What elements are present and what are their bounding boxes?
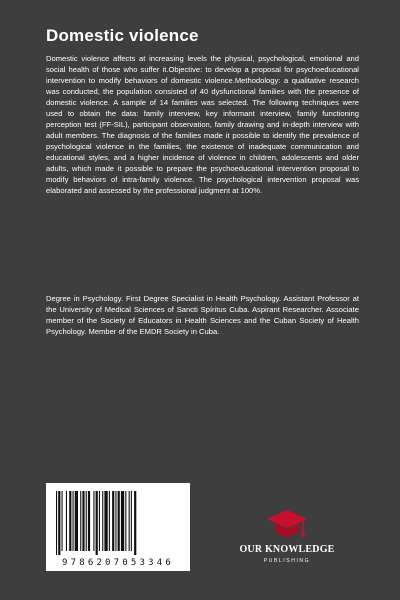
graduation-cap-icon <box>266 508 308 542</box>
publisher-logo <box>232 508 342 568</box>
author-bio: Degree in Psychology. First Degree Specialist in Health Psychology. Assistant Professor at the University of Medical Sciences of Sancti Spíritus Cuba. Aspirant Researcher. Associate member of the Society of Educators in Health Sciences and the Cuban Society of Health Psychology. Member of the EMDR Society in Cuba. <box>46 294 359 336</box>
barcode-bars <box>54 491 182 555</box>
isbn-barcode <box>46 483 190 571</box>
isbn-number: 9786207053346 <box>61 558 175 568</box>
book-title: Domestic violence <box>46 26 199 45</box>
abstract-text: Domestic violence affects at increasing levels the physical, psychological, emotional and social health of those who suffer it.Objective: to develop a proposal for psychoeducational intervention to modify behaviors of domestic violence.Methodology: a qualitative research was conducted, the population consisted of 40 dysfunctional families with the presence of domestic violence. A sample of 14 families was selected. The following techniques were used to obtain the data: family interview, key informant interview, family functioning perception test (FF-SIL), participant observation, family drawing and in-depth interview with adult members. The diagnosis of the families made it possible to identify the prevalence of psychological violence in the families, the existence of inadequate communication and educational styles, and a higher incidence of violence in children, adolescents and older adults, which made it possible to prepare the psychoeducational intervention proposal to modify behaviors of intra-family violence. The psychological intervention proposal was elaborated and assessed by the professional judgment at 100%. <box>46 54 359 195</box>
publisher-name: OUR KNOWLEDGE <box>239 544 335 555</box>
publisher-tagline: PUBLISHING <box>263 558 311 564</box>
